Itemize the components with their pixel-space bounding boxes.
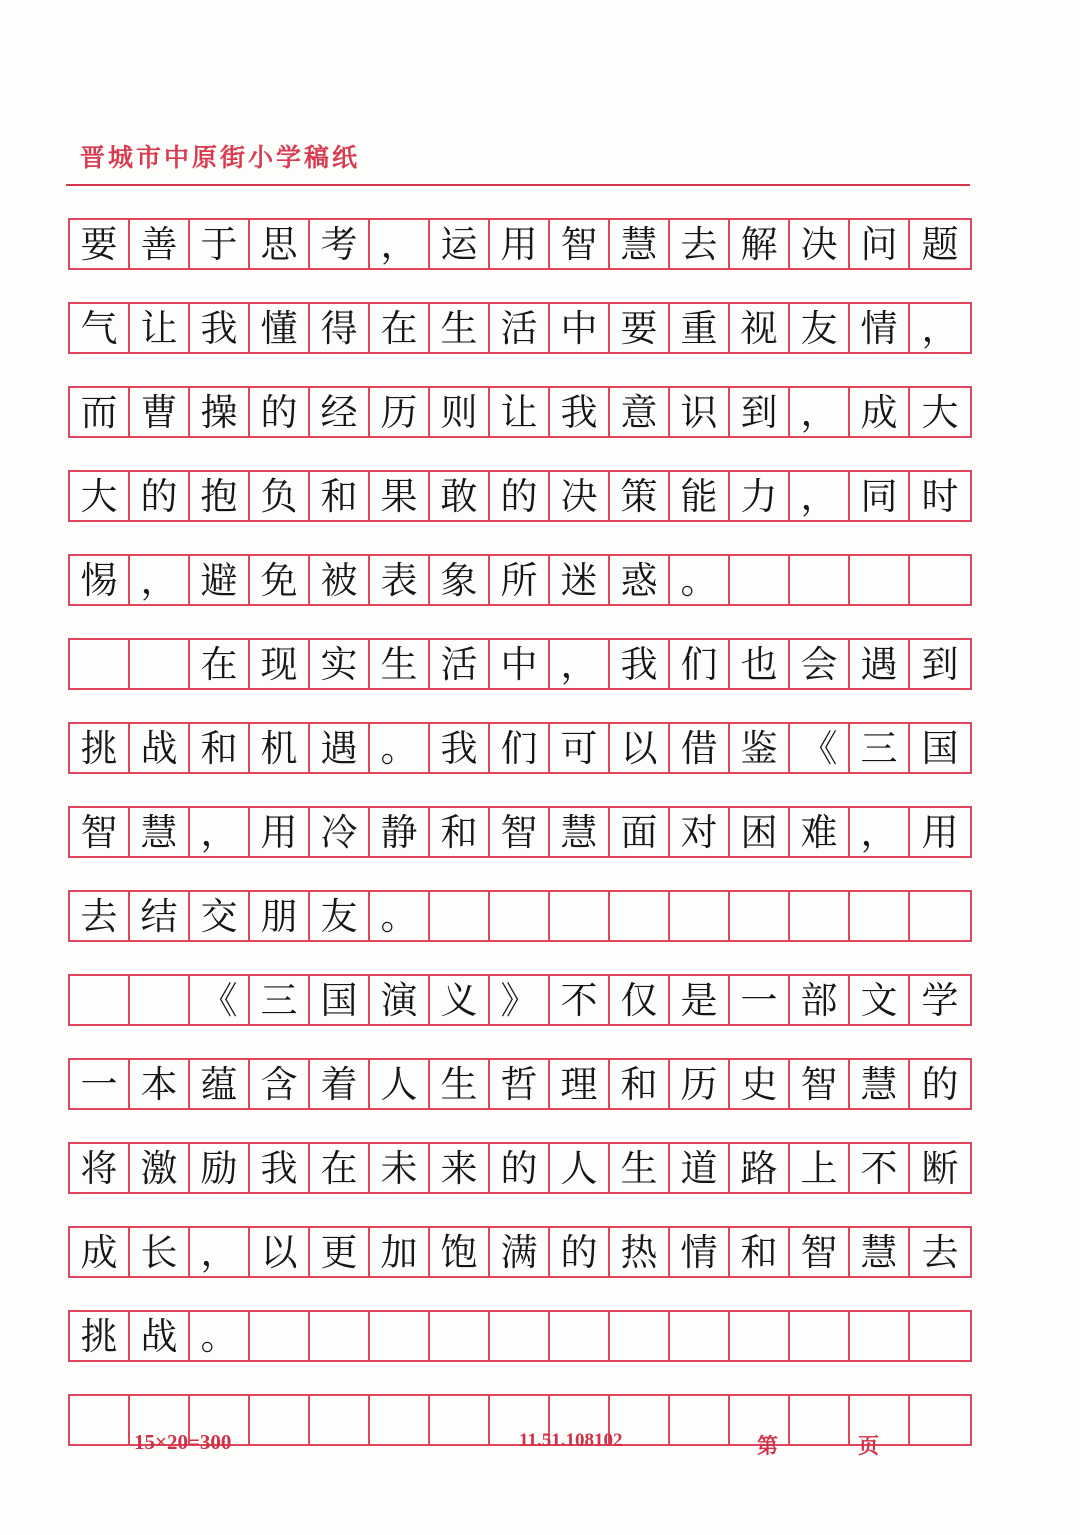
grid-cell: 善 xyxy=(130,220,190,268)
grid-cell: 会 xyxy=(790,640,850,688)
grid-cell: 一 xyxy=(730,976,790,1024)
grid-cell: 史 xyxy=(730,1060,790,1108)
grid-cell xyxy=(730,892,790,940)
grid-cell: 历 xyxy=(670,1060,730,1108)
grid-cell: 《 xyxy=(190,976,250,1024)
grid-cell xyxy=(910,1312,970,1360)
grid-cell xyxy=(70,976,130,1024)
grid-row xyxy=(68,722,972,774)
grid-cell: 慧 xyxy=(850,1060,910,1108)
grid-cell: 。 xyxy=(370,724,430,772)
grid-cell: 经 xyxy=(310,388,370,436)
grid-cell: 则 xyxy=(430,388,490,436)
grid-cell: 哲 xyxy=(490,1060,550,1108)
grid-cell: 困 xyxy=(730,808,790,856)
grid-cell: 将 xyxy=(70,1144,130,1192)
grid-cell: 懂 xyxy=(250,304,310,352)
grid-cell xyxy=(730,556,790,604)
grid-cell xyxy=(250,1396,310,1444)
grid-cell: 被 xyxy=(310,556,370,604)
footer-grid-size: 15×20=300 xyxy=(134,1430,232,1454)
grid-cell: 。 xyxy=(190,1312,250,1360)
grid-cell: 所 xyxy=(490,556,550,604)
grid-cell: 思 xyxy=(250,220,310,268)
grid-cell xyxy=(670,1312,730,1360)
grid-cell: 智 xyxy=(550,220,610,268)
grid-cell: 曹 xyxy=(130,388,190,436)
grid-cell: 人 xyxy=(370,1060,430,1108)
grid-cell xyxy=(910,892,970,940)
grid-row xyxy=(68,806,972,858)
grid-cell: 要 xyxy=(70,220,130,268)
grid-cell: ， xyxy=(921,306,959,350)
grid-cell xyxy=(610,1312,670,1360)
grid-cell: 路 xyxy=(730,1144,790,1192)
grid-cell: 生 xyxy=(610,1144,670,1192)
grid-cell: 在 xyxy=(190,640,250,688)
grid-cell: 挑 xyxy=(70,1312,130,1360)
grid-cell: 借 xyxy=(670,724,730,772)
grid-cell: 更 xyxy=(310,1228,370,1276)
grid-cell: 本 xyxy=(130,1060,190,1108)
grid-cell: 成 xyxy=(70,1228,130,1276)
grid-cell: 而 xyxy=(70,388,130,436)
grid-cell: 人 xyxy=(550,1144,610,1192)
grid-cell xyxy=(790,892,850,940)
grid-cell: 去 xyxy=(921,1230,959,1274)
grid-cell: 着 xyxy=(310,1060,370,1108)
grid-cell: 遇 xyxy=(310,724,370,772)
grid-cell: 情 xyxy=(850,304,910,352)
grid-cell: 成 xyxy=(850,388,910,436)
grid-cell xyxy=(130,976,190,1024)
grid-cell: ， xyxy=(790,472,850,520)
grid-cell: 到 xyxy=(730,388,790,436)
grid-cell: 智 xyxy=(790,1228,850,1276)
grid-cell: 加 xyxy=(370,1228,430,1276)
grid-cell: 冷 xyxy=(310,808,370,856)
grid-cell: 鉴 xyxy=(730,724,790,772)
grid-cell: 挑 xyxy=(70,724,130,772)
grid-cell: 对 xyxy=(670,808,730,856)
grid-cell xyxy=(430,1312,490,1360)
grid-cell: 题 xyxy=(921,222,959,266)
grid-cell: 免 xyxy=(250,556,310,604)
grid-cell: 智 xyxy=(790,1060,850,1108)
grid-cell: 友 xyxy=(310,892,370,940)
grid-cell: 操 xyxy=(190,388,250,436)
grid-cell: ， xyxy=(370,220,430,268)
grid-cell: ， xyxy=(190,808,250,856)
grid-cell: 大 xyxy=(70,472,130,520)
grid-cell: 大 xyxy=(921,390,959,434)
grid-cell: 生 xyxy=(430,304,490,352)
grid-cell: 朋 xyxy=(250,892,310,940)
grid-cell: 和 xyxy=(430,808,490,856)
grid-cell xyxy=(310,1396,370,1444)
grid-cell: 慧 xyxy=(850,1228,910,1276)
grid-cell xyxy=(670,1396,730,1444)
grid-cell xyxy=(130,640,190,688)
grid-cell: 蕴 xyxy=(190,1060,250,1108)
grid-cell: 惕 xyxy=(70,556,130,604)
grid-row xyxy=(68,302,972,354)
grid-cell xyxy=(790,556,850,604)
grid-cell: 是 xyxy=(670,976,730,1024)
grid-cell: 气 xyxy=(70,304,130,352)
grid-row xyxy=(68,218,972,270)
grid-cell: 解 xyxy=(730,220,790,268)
grid-cell: 们 xyxy=(490,724,550,772)
grid-cell: 未 xyxy=(370,1144,430,1192)
grid-cell: ， xyxy=(190,1228,250,1276)
grid-cell: 生 xyxy=(430,1060,490,1108)
grid-cell xyxy=(490,892,550,940)
grid-cell xyxy=(70,640,130,688)
grid-cell: 生 xyxy=(370,640,430,688)
grid-cell: 历 xyxy=(370,388,430,436)
grid-cell: 。 xyxy=(370,892,430,940)
grid-cell: 国 xyxy=(921,726,959,770)
grid-cell: 饱 xyxy=(430,1228,490,1276)
grid-cell: 让 xyxy=(490,388,550,436)
grid-cell: 文 xyxy=(850,976,910,1024)
grid-cell xyxy=(430,892,490,940)
grid-cell: 在 xyxy=(370,304,430,352)
grid-cell: 中 xyxy=(490,640,550,688)
grid-cell: 的 xyxy=(130,472,190,520)
grid-cell: 难 xyxy=(790,808,850,856)
grid-cell: 和 xyxy=(310,472,370,520)
grid-row xyxy=(68,1310,972,1362)
grid-cell: 断 xyxy=(921,1146,959,1190)
grid-cell: 们 xyxy=(670,640,730,688)
grid-row xyxy=(68,1058,972,1110)
manuscript-grid xyxy=(68,218,972,1478)
grid-cell: 满 xyxy=(490,1228,550,1276)
grid-cell: 机 xyxy=(250,724,310,772)
grid-cell: 的 xyxy=(250,388,310,436)
grid-cell: 同 xyxy=(850,472,910,520)
grid-cell: 和 xyxy=(190,724,250,772)
grid-cell: 热 xyxy=(610,1228,670,1276)
grid-cell: 仅 xyxy=(610,976,670,1024)
grid-cell: 于 xyxy=(190,220,250,268)
paper-header-title: 晋城市中原街小学稿纸 xyxy=(80,143,361,172)
grid-cell: 能 xyxy=(670,472,730,520)
grid-cell: 战 xyxy=(130,724,190,772)
grid-cell: 运 xyxy=(430,220,490,268)
grid-cell: 活 xyxy=(490,304,550,352)
grid-cell: 遇 xyxy=(850,640,910,688)
grid-cell: 含 xyxy=(250,1060,310,1108)
grid-cell xyxy=(250,1312,310,1360)
grid-cell: 面 xyxy=(610,808,670,856)
grid-cell: 敢 xyxy=(430,472,490,520)
grid-cell: 交 xyxy=(190,892,250,940)
footer-page-prefix: 第 xyxy=(757,1434,778,1458)
grid-cell: 策 xyxy=(610,472,670,520)
grid-row xyxy=(68,638,972,690)
grid-cell: 和 xyxy=(730,1228,790,1276)
grid-cell: 迷 xyxy=(550,556,610,604)
grid-cell: 国 xyxy=(310,976,370,1024)
grid-cell xyxy=(850,1312,910,1360)
grid-cell xyxy=(70,1396,130,1444)
grid-cell: 用 xyxy=(490,220,550,268)
grid-cell: 实 xyxy=(310,640,370,688)
grid-cell: 视 xyxy=(730,304,790,352)
grid-cell: 以 xyxy=(610,724,670,772)
grid-cell xyxy=(850,556,910,604)
grid-cell: 去 xyxy=(70,892,130,940)
grid-cell: 的 xyxy=(550,1228,610,1276)
grid-cell: 慧 xyxy=(610,220,670,268)
grid-cell: 问 xyxy=(850,220,910,268)
grid-cell: 在 xyxy=(310,1144,370,1192)
header-rule xyxy=(66,184,970,186)
grid-cell xyxy=(610,892,670,940)
grid-cell: 激 xyxy=(130,1144,190,1192)
grid-cell: 战 xyxy=(130,1312,190,1360)
grid-cell: 去 xyxy=(670,220,730,268)
grid-cell: 的 xyxy=(490,472,550,520)
grid-cell: 避 xyxy=(190,556,250,604)
grid-cell: 。 xyxy=(670,556,730,604)
grid-cell: ， xyxy=(850,808,910,856)
grid-cell: 抱 xyxy=(190,472,250,520)
grid-cell: 识 xyxy=(670,388,730,436)
grid-cell xyxy=(550,892,610,940)
grid-row xyxy=(68,386,972,438)
grid-cell: 果 xyxy=(370,472,430,520)
grid-cell: 来 xyxy=(430,1144,490,1192)
grid-cell: 和 xyxy=(610,1060,670,1108)
grid-cell: 活 xyxy=(430,640,490,688)
grid-cell: ， xyxy=(790,388,850,436)
grid-cell: 一 xyxy=(70,1060,130,1108)
grid-cell: 道 xyxy=(670,1144,730,1192)
footer-page-suffix: 页 xyxy=(858,1434,879,1458)
grid-cell: 长 xyxy=(130,1228,190,1276)
grid-cell xyxy=(550,1312,610,1360)
grid-cell: 《 xyxy=(790,724,850,772)
grid-cell: 力 xyxy=(730,472,790,520)
grid-cell: 结 xyxy=(130,892,190,940)
grid-cell: 友 xyxy=(790,304,850,352)
grid-cell: 让 xyxy=(130,304,190,352)
grid-cell xyxy=(850,892,910,940)
grid-cell xyxy=(370,1312,430,1360)
grid-cell xyxy=(730,1312,790,1360)
grid-cell: 到 xyxy=(921,642,959,686)
grid-row xyxy=(68,890,972,942)
grid-cell: 决 xyxy=(790,220,850,268)
grid-row xyxy=(68,974,972,1026)
grid-cell: 负 xyxy=(250,472,310,520)
footer-print-code: 11.51.108102 xyxy=(519,1430,623,1451)
grid-cell: 现 xyxy=(250,640,310,688)
grid-cell: 考 xyxy=(310,220,370,268)
grid-row xyxy=(68,470,972,522)
grid-cell: 表 xyxy=(370,556,430,604)
grid-cell: 不 xyxy=(850,1144,910,1192)
grid-cell xyxy=(790,1396,850,1444)
grid-cell xyxy=(490,1312,550,1360)
grid-cell: 励 xyxy=(190,1144,250,1192)
grid-cell: 的 xyxy=(921,1062,959,1106)
grid-cell: 部 xyxy=(790,976,850,1024)
grid-cell: 智 xyxy=(490,808,550,856)
grid-cell xyxy=(370,1396,430,1444)
grid-cell: 用 xyxy=(921,810,959,854)
grid-cell: 也 xyxy=(730,640,790,688)
grid-row xyxy=(68,554,972,606)
grid-cell: 可 xyxy=(550,724,610,772)
grid-cell: 我 xyxy=(430,724,490,772)
grid-cell: 重 xyxy=(670,304,730,352)
grid-cell xyxy=(310,1312,370,1360)
grid-cell xyxy=(430,1396,490,1444)
grid-cell: 意 xyxy=(610,388,670,436)
grid-cell xyxy=(910,1396,970,1444)
grid-cell: 用 xyxy=(250,808,310,856)
grid-cell: 三 xyxy=(850,724,910,772)
grid-cell: 三 xyxy=(250,976,310,1024)
grid-cell: 中 xyxy=(550,304,610,352)
grid-row xyxy=(68,1142,972,1194)
grid-cell: 理 xyxy=(550,1060,610,1108)
grid-cell: 我 xyxy=(250,1144,310,1192)
grid-cell: 要 xyxy=(610,304,670,352)
grid-cell: 我 xyxy=(550,388,610,436)
grid-cell xyxy=(790,1312,850,1360)
grid-cell: ， xyxy=(130,556,190,604)
grid-cell: 智 xyxy=(70,808,130,856)
grid-cell: 慧 xyxy=(130,808,190,856)
grid-cell: 情 xyxy=(670,1228,730,1276)
grid-cell: 象 xyxy=(430,556,490,604)
grid-cell: 上 xyxy=(790,1144,850,1192)
grid-cell: 不 xyxy=(550,976,610,1024)
grid-cell: 》 xyxy=(490,976,550,1024)
grid-cell: 的 xyxy=(490,1144,550,1192)
grid-cell: 以 xyxy=(250,1228,310,1276)
grid-cell: 得 xyxy=(310,304,370,352)
grid-cell: 义 xyxy=(430,976,490,1024)
grid-cell: 决 xyxy=(550,472,610,520)
grid-cell: ， xyxy=(550,640,610,688)
grid-cell: 时 xyxy=(921,474,959,518)
grid-cell: 我 xyxy=(190,304,250,352)
grid-cell: 我 xyxy=(610,640,670,688)
grid-cell xyxy=(910,556,970,604)
grid-cell: 慧 xyxy=(550,808,610,856)
grid-row xyxy=(68,1226,972,1278)
grid-cell: 学 xyxy=(921,978,959,1022)
grid-cell: 惑 xyxy=(610,556,670,604)
grid-cell: 静 xyxy=(370,808,430,856)
grid-cell: 演 xyxy=(370,976,430,1024)
grid-cell xyxy=(670,892,730,940)
